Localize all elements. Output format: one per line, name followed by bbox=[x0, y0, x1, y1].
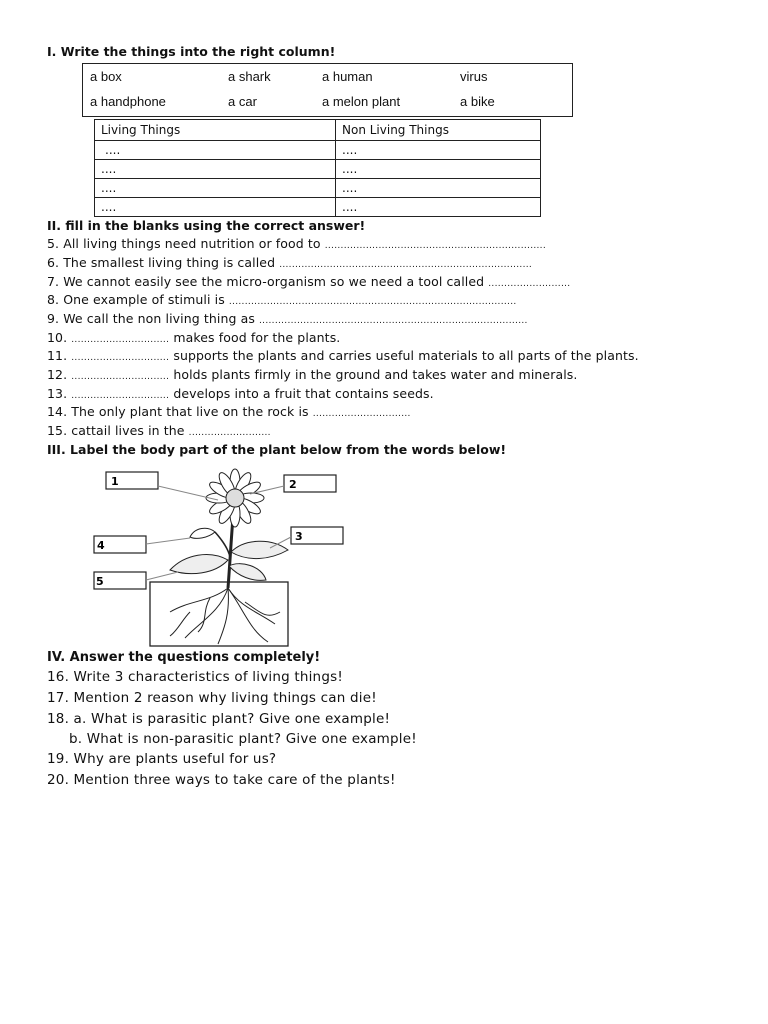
leaf-right bbox=[231, 541, 288, 558]
fill-item-14 bbox=[47, 404, 411, 419]
plant-diagram bbox=[90, 462, 350, 648]
word-bank-box bbox=[82, 63, 573, 117]
table-row bbox=[95, 141, 541, 160]
fill-item-after: supports the plants and carries useful materials to all parts of the plants. bbox=[169, 348, 639, 363]
label-box-1[interactable] bbox=[106, 472, 158, 489]
word-bank-item: a human bbox=[322, 69, 373, 84]
label-box-3[interactable] bbox=[291, 527, 343, 544]
question-18b: b. What is non-parasitic plant? Give one example! bbox=[69, 731, 417, 747]
question-17: 17. Mention 2 reason why living things can die! bbox=[47, 690, 377, 706]
table-header-row bbox=[95, 120, 541, 141]
fill-item-text: 9. We call the non living thing as bbox=[47, 311, 260, 326]
fill-item-8 bbox=[47, 292, 517, 307]
fill-item-after: develops into a fruit that contains seeds. bbox=[169, 386, 434, 401]
fill-item-text: 8. One example of stimuli is bbox=[47, 292, 229, 307]
label-number: 4 bbox=[97, 539, 105, 552]
answer-blank[interactable]: ............................... bbox=[71, 391, 170, 401]
answer-blank[interactable]: .......................... bbox=[188, 428, 271, 438]
fill-item-after: makes food for the plants. bbox=[169, 330, 341, 345]
fill-item-text: 7. We cannot easily see the micro-organism so we need a tool called bbox=[47, 274, 489, 289]
table-row bbox=[95, 198, 541, 217]
flower bbox=[206, 469, 264, 527]
fill-item-text: 15. cattail lives in the bbox=[47, 423, 189, 438]
section-2-heading: II. fill in the blanks using the correct answer! bbox=[47, 218, 366, 233]
section-3-heading: III. Label the body part of the plant below from the words below! bbox=[47, 442, 507, 457]
word-bank-item: a shark bbox=[228, 69, 271, 84]
word-bank-item: a melon plant bbox=[322, 94, 401, 109]
fill-item-13 bbox=[47, 386, 434, 401]
fill-item-9 bbox=[47, 311, 528, 326]
fill-item-text: 14. The only plant that live on the rock is bbox=[47, 404, 313, 419]
label-number: 5 bbox=[96, 575, 104, 588]
column-header-living: Living Things bbox=[95, 120, 336, 141]
fill-item-7 bbox=[47, 274, 570, 289]
fill-item-text: 11. bbox=[47, 348, 72, 363]
leaf-left bbox=[170, 555, 228, 574]
label-number: 3 bbox=[295, 530, 303, 543]
answer-blank[interactable]: ............................... bbox=[71, 372, 170, 382]
word-bank-item: virus bbox=[460, 69, 488, 84]
fill-item-text: 10. bbox=[47, 330, 72, 345]
label-box-5[interactable] bbox=[94, 572, 146, 589]
answer-blank[interactable]: .......................... bbox=[488, 279, 571, 289]
answer-blank[interactable]: ..................................................................................... bbox=[259, 316, 528, 326]
fill-item-12 bbox=[47, 367, 577, 382]
word-bank-item: a box bbox=[90, 69, 122, 84]
answer-blank[interactable]: ................................................................................ bbox=[279, 260, 533, 270]
fill-item-after: holds plants firmly in the ground and takes water and minerals. bbox=[169, 367, 578, 382]
roots bbox=[170, 588, 280, 644]
label-box-4[interactable] bbox=[94, 536, 146, 553]
word-bank-item: a car bbox=[228, 94, 257, 109]
answer-blank[interactable]: ............................... bbox=[71, 335, 170, 345]
table-cell[interactable]: .... bbox=[336, 179, 541, 198]
fill-item-15 bbox=[47, 423, 271, 438]
fill-item-6 bbox=[47, 255, 532, 270]
question-18a: 18. a. What is parasitic plant? Give one example! bbox=[47, 711, 391, 727]
fill-item-10 bbox=[47, 330, 340, 345]
table-cell[interactable]: .... bbox=[95, 160, 336, 179]
label-number: 1 bbox=[111, 475, 119, 488]
table-row bbox=[95, 179, 541, 198]
label-number: 2 bbox=[289, 478, 297, 491]
leaf-lower bbox=[229, 564, 266, 581]
soil-box bbox=[150, 582, 288, 646]
fill-item-5 bbox=[47, 236, 546, 251]
table-cell[interactable]: .... bbox=[95, 141, 336, 160]
fill-item-text: 5. All living things need nutrition or food to bbox=[47, 236, 325, 251]
table-cell[interactable]: .... bbox=[95, 179, 336, 198]
answer-blank[interactable]: ............................... bbox=[71, 353, 170, 363]
question-19: 19. Why are plants useful for us? bbox=[47, 751, 277, 767]
fill-item-text: 13. bbox=[47, 386, 72, 401]
table-cell[interactable]: .... bbox=[336, 160, 541, 179]
answer-blank[interactable]: ............................... bbox=[312, 409, 411, 419]
question-20: 20. Mention three ways to take care of the plants! bbox=[47, 772, 396, 788]
fill-item-text: 12. bbox=[47, 367, 72, 382]
section-1-heading: I. Write the things into the right column! bbox=[47, 44, 336, 59]
answer-blank[interactable]: ........................................................................................... bbox=[228, 297, 517, 307]
word-bank-item: a bike bbox=[460, 94, 495, 109]
question-16: 16. Write 3 characteristics of living things! bbox=[47, 669, 343, 685]
table-cell[interactable]: .... bbox=[336, 141, 541, 160]
label-box-2[interactable] bbox=[284, 475, 336, 492]
table-cell[interactable]: .... bbox=[336, 198, 541, 217]
fill-item-11 bbox=[47, 348, 639, 363]
bud bbox=[190, 528, 215, 538]
answer-blank[interactable]: ...................................................................... bbox=[324, 241, 546, 251]
table-row bbox=[95, 160, 541, 179]
column-header-non-living: Non Living Things bbox=[336, 120, 541, 141]
section-4-heading: IV. Answer the questions completely! bbox=[47, 650, 321, 665]
word-bank-item: a handphone bbox=[90, 94, 166, 109]
fill-item-text: 6. The smallest living thing is called bbox=[47, 255, 280, 270]
classification-table bbox=[94, 119, 541, 217]
table-cell[interactable]: .... bbox=[95, 198, 336, 217]
